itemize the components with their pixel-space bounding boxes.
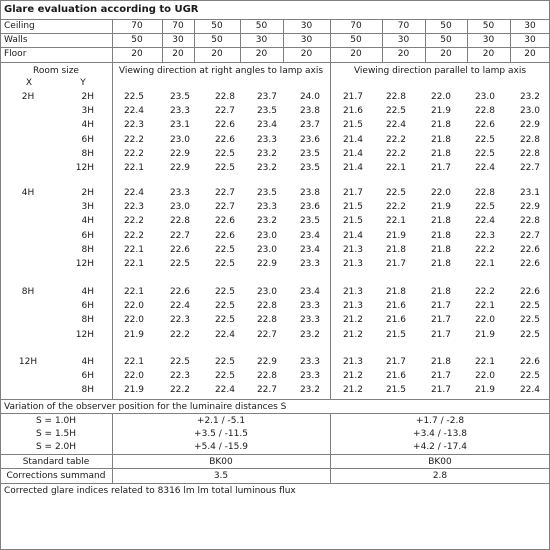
- ugr-value: 22.5: [214, 371, 235, 381]
- ugr-value: 22.8: [519, 135, 540, 145]
- ugr-value: 21.3: [342, 287, 363, 297]
- ugr-value: 23.7: [256, 92, 277, 102]
- room-y-value: 12H: [75, 330, 94, 340]
- ugr-value: 23.2: [299, 385, 320, 395]
- reflectance-value: 50: [440, 21, 452, 31]
- ugr-value: 23.3: [299, 371, 320, 381]
- room-y-value: 4H: [81, 357, 94, 367]
- ugr-value: 21.8: [430, 245, 451, 255]
- ugr-value: 22.6: [214, 135, 235, 145]
- reflectance-value: 50: [440, 35, 452, 45]
- room-y-value: 3H: [81, 106, 94, 116]
- ugr-value: 21.9: [123, 385, 144, 395]
- reflectance-value: 20: [524, 49, 536, 59]
- ugr-value: 22.4: [123, 188, 144, 198]
- reflectance-value: 70: [172, 21, 184, 31]
- ugr-value: 21.6: [385, 301, 406, 311]
- ugr-value: 22.4: [123, 106, 144, 116]
- ugr-value: 21.5: [385, 385, 406, 395]
- reflectance-value: 30: [482, 35, 495, 45]
- ugr-value: 22.1: [123, 259, 144, 269]
- ugr-value: 22.2: [123, 216, 144, 226]
- ugr-value: 22.6: [519, 357, 540, 367]
- ugr-value: 23.1: [169, 120, 190, 130]
- ugr-value: 22.7: [214, 202, 235, 212]
- ugr-value: 21.8: [430, 231, 451, 241]
- ugr-value: 21.9: [430, 202, 451, 212]
- ugr-value: 22.0: [123, 301, 144, 311]
- ugr-value: 22.5: [385, 188, 406, 198]
- ugr-value: 22.8: [256, 301, 277, 311]
- ugr-value: 21.8: [430, 149, 451, 159]
- horizontal-rule: [0, 454, 550, 455]
- ugr-value: 23.0: [169, 135, 190, 145]
- ugr-value: 21.7: [430, 330, 451, 340]
- reflectance-value: 30: [255, 35, 268, 45]
- ugr-value: 22.0: [123, 315, 144, 325]
- ugr-value: 22.0: [430, 188, 451, 198]
- ugr-value: 23.0: [256, 231, 277, 241]
- ugr-value: 22.2: [123, 231, 144, 241]
- room-y-value: 12H: [75, 259, 94, 269]
- ugr-value: 21.3: [342, 259, 363, 269]
- ugr-value: 23.6: [299, 135, 320, 145]
- ugr-value: 21.2: [342, 330, 363, 340]
- ugr-value: 21.8: [430, 216, 451, 226]
- reflectance-value: 50: [211, 35, 223, 45]
- ugr-value: 21.8: [430, 287, 451, 297]
- room-y-value: 12H: [75, 163, 94, 173]
- reflectance-value: 50: [482, 21, 495, 31]
- reflectance-value: 20: [172, 49, 184, 59]
- ugr-value: 22.3: [123, 120, 144, 130]
- reflectance-label: Floor: [4, 49, 27, 59]
- ugr-value: 23.5: [299, 216, 320, 226]
- ugr-value: 22.2: [385, 202, 406, 212]
- ugr-value: 21.8: [430, 259, 451, 269]
- ugr-value: 23.2: [256, 216, 277, 226]
- reflectance-value: 20: [131, 49, 143, 59]
- ugr-value: 23.3: [169, 106, 190, 116]
- ugr-value: 21.7: [430, 385, 451, 395]
- ugr-value: 23.1: [519, 188, 540, 198]
- ugr-value: 21.7: [385, 357, 406, 367]
- ugr-value: 23.8: [299, 106, 320, 116]
- ugr-value: 21.4: [342, 231, 363, 241]
- room-y-value: 3H: [81, 202, 94, 212]
- ugr-value: 22.5: [519, 371, 540, 381]
- ugr-value: 22.7: [256, 330, 277, 340]
- ugr-value: 22.5: [214, 357, 235, 367]
- table-title: Glare evaluation according to UGR: [4, 4, 199, 15]
- ugr-value: 22.4: [474, 216, 495, 226]
- room-y-value: 8H: [81, 315, 94, 325]
- ugr-value: 23.7: [299, 120, 320, 130]
- ugr-value: 22.1: [123, 357, 144, 367]
- ugr-value: 23.0: [519, 106, 540, 116]
- ugr-value: 21.2: [342, 315, 363, 325]
- ugr-value: 22.7: [256, 385, 277, 395]
- room-x-value: 2H: [21, 92, 35, 102]
- room-x-value: 8H: [21, 287, 35, 297]
- ugr-value: 22.5: [474, 149, 495, 159]
- ugr-value: 22.2: [474, 245, 495, 255]
- ugr-value: 22.7: [519, 163, 540, 173]
- reflectance-value: 50: [131, 35, 143, 45]
- ugr-value: 21.3: [342, 301, 363, 311]
- ugr-value: 21.2: [342, 385, 363, 395]
- ugr-value: 22.8: [519, 149, 540, 159]
- ugr-value: 22.7: [169, 231, 190, 241]
- ugr-value: 21.5: [342, 120, 363, 130]
- ugr-value: 22.9: [169, 149, 190, 159]
- ugr-value: 22.7: [214, 106, 235, 116]
- ugr-value: 23.0: [256, 245, 277, 255]
- ugr-value: 22.8: [256, 371, 277, 381]
- ugr-value: 21.6: [385, 315, 406, 325]
- ugr-value: 23.2: [519, 92, 540, 102]
- ugr-value: 22.4: [519, 385, 540, 395]
- variation-right-value: +3.5 / -11.5: [194, 429, 248, 439]
- reflectance-label: Ceiling: [4, 21, 35, 31]
- standard-table-label: Standard table: [22, 457, 90, 467]
- ugr-value: 22.8: [474, 188, 495, 198]
- ugr-value: 22.2: [385, 135, 406, 145]
- direction-parallel-header: Viewing direction parallel to lamp axis: [353, 66, 527, 76]
- reflectance-value: 50: [350, 35, 362, 45]
- variation-right-value: +2.1 / -5.1: [196, 416, 246, 426]
- ugr-value: 22.5: [214, 301, 235, 311]
- ugr-value: 21.6: [342, 106, 363, 116]
- ugr-value: 21.9: [123, 330, 144, 340]
- ugr-value: 22.9: [519, 202, 540, 212]
- ugr-value: 23.5: [299, 163, 320, 173]
- ugr-value: 22.1: [474, 301, 495, 311]
- ugr-value: 23.3: [299, 315, 320, 325]
- horizontal-rule: [0, 468, 550, 469]
- room-y-value: 8H: [81, 149, 94, 159]
- ugr-value: 22.4: [214, 330, 235, 340]
- ugr-value: 22.9: [256, 357, 277, 367]
- reflectance-value: 30: [397, 35, 410, 45]
- ugr-value: 21.7: [342, 188, 363, 198]
- ugr-value: 22.1: [385, 163, 406, 173]
- room-y-value: 6H: [81, 135, 94, 145]
- ugr-value: 22.2: [123, 149, 144, 159]
- ugr-value: 23.6: [299, 202, 320, 212]
- ugr-value: 22.3: [169, 315, 190, 325]
- ugr-value: 22.5: [519, 315, 540, 325]
- ugr-value: 22.3: [169, 371, 190, 381]
- variation-heading: Variation of the observer position for the luminaire distances S: [4, 402, 287, 412]
- ugr-value: 21.9: [385, 231, 406, 241]
- ugr-value: 23.3: [256, 202, 277, 212]
- ugr-value: 23.3: [169, 188, 190, 198]
- corrections-label: Corrections summand: [6, 471, 106, 481]
- horizontal-rule: [0, 399, 550, 400]
- ugr-value: 22.8: [214, 92, 235, 102]
- ugr-value: 22.6: [214, 216, 235, 226]
- ugr-value: 22.2: [385, 149, 406, 159]
- variation-parallel-value: +3.4 / -13.8: [413, 429, 467, 439]
- ugr-value: 23.0: [474, 92, 495, 102]
- horizontal-rule: [0, 483, 550, 484]
- ugr-value: 21.7: [430, 163, 451, 173]
- room-size-label: Room size: [33, 66, 79, 76]
- ugr-value: 23.8: [299, 188, 320, 198]
- ugr-value: 21.8: [430, 135, 451, 145]
- room-y-value: 2H: [81, 92, 94, 102]
- ugr-value: 22.1: [123, 163, 144, 173]
- room-y-value: 6H: [81, 371, 94, 381]
- ugr-value: 22.6: [474, 120, 495, 130]
- ugr-value: 21.4: [342, 163, 363, 173]
- ugr-value: 22.5: [519, 301, 540, 311]
- ugr-value: 22.6: [519, 259, 540, 269]
- ugr-value: 22.0: [430, 92, 451, 102]
- ugr-value: 23.5: [256, 106, 277, 116]
- ugr-value: 23.3: [299, 357, 320, 367]
- ugr-value: 21.7: [342, 92, 363, 102]
- ugr-value: 22.4: [169, 301, 190, 311]
- ugr-value: 23.5: [169, 92, 190, 102]
- standard-table-right-value: BK00: [209, 457, 233, 467]
- reflectance-value: 30: [524, 35, 536, 45]
- ugr-value: 22.1: [123, 245, 144, 255]
- reflectance-value: 20: [397, 49, 410, 59]
- ugr-value: 22.5: [474, 202, 495, 212]
- room-y-value: 6H: [81, 231, 94, 241]
- ugr-value: 22.5: [474, 135, 495, 145]
- ugr-value: 21.8: [430, 357, 451, 367]
- ugr-value: 21.7: [385, 259, 406, 269]
- ugr-value: 23.2: [299, 330, 320, 340]
- reflectance-value: 20: [300, 49, 313, 59]
- ugr-value: 22.5: [385, 106, 406, 116]
- ugr-value: 23.4: [299, 287, 320, 297]
- horizontal-rule: [0, 62, 550, 63]
- room-y-value: 6H: [81, 301, 94, 311]
- ugr-value: 22.2: [474, 287, 495, 297]
- variation-s-label: S = 2.0H: [35, 442, 77, 452]
- room-y-value: 4H: [81, 216, 94, 226]
- ugr-value: 22.4: [474, 163, 495, 173]
- ugr-value: 22.3: [474, 231, 495, 241]
- room-x-label: X: [25, 78, 33, 88]
- ugr-value: 22.0: [474, 371, 495, 381]
- ugr-value: 21.5: [385, 330, 406, 340]
- room-y-label: Y: [80, 78, 86, 88]
- room-x-value: 4H: [21, 188, 35, 198]
- reflectance-value: 30: [300, 35, 313, 45]
- ugr-value: 22.2: [169, 330, 190, 340]
- ugr-value: 22.6: [214, 120, 235, 130]
- reflectance-label: Walls: [4, 35, 28, 45]
- ugr-value: 23.0: [169, 202, 190, 212]
- corrections-parallel-value: 2.8: [432, 471, 448, 481]
- ugr-value: 22.7: [519, 231, 540, 241]
- ugr-value: 22.5: [519, 330, 540, 340]
- ugr-value: 23.3: [299, 259, 320, 269]
- ugr-value: 22.8: [519, 216, 540, 226]
- reflectance-value: 50: [211, 21, 223, 31]
- reflectance-value: 20: [440, 49, 452, 59]
- reflectance-value: 20: [482, 49, 495, 59]
- ugr-value: 21.6: [385, 371, 406, 381]
- ugr-value: 22.1: [474, 259, 495, 269]
- reflectance-value: 70: [397, 21, 410, 31]
- ugr-value: 22.6: [519, 287, 540, 297]
- ugr-value: 22.9: [169, 163, 190, 173]
- ugr-value: 21.9: [474, 330, 495, 340]
- room-y-value: 4H: [81, 287, 94, 297]
- footer-note: Corrected glare indices related to 8316 lm lm total luminous flux: [4, 486, 296, 496]
- reflectance-value: 20: [350, 49, 362, 59]
- ugr-value: 23.4: [256, 120, 277, 130]
- ugr-value: 22.5: [169, 357, 190, 367]
- ugr-value: 22.9: [256, 259, 277, 269]
- ugr-value: 22.2: [169, 385, 190, 395]
- ugr-value: 22.6: [169, 245, 190, 255]
- ugr-value: 22.1: [385, 216, 406, 226]
- ugr-value: 23.0: [256, 287, 277, 297]
- ugr-value: 22.7: [214, 188, 235, 198]
- variation-right-value: +5.4 / -15.9: [194, 442, 248, 452]
- ugr-value: 23.4: [299, 231, 320, 241]
- ugr-value: 21.9: [430, 106, 451, 116]
- reflectance-value: 30: [172, 35, 184, 45]
- reflectance-value: 50: [255, 21, 268, 31]
- ugr-value: 22.9: [519, 120, 540, 130]
- variation-parallel-value: +4.2 / -17.4: [413, 442, 467, 452]
- ugr-value: 21.7: [430, 371, 451, 381]
- ugr-value: 22.8: [385, 92, 406, 102]
- ugr-value: 21.3: [342, 245, 363, 255]
- ugr-value: 21.8: [430, 120, 451, 130]
- ugr-value: 21.9: [474, 385, 495, 395]
- direction-right-angles-header: Viewing direction at right angles to lamp axis: [118, 66, 324, 76]
- ugr-value: 23.5: [256, 188, 277, 198]
- reflectance-value: 70: [131, 21, 143, 31]
- ugr-value: 23.2: [256, 149, 277, 159]
- room-y-value: 8H: [81, 385, 94, 395]
- reflectance-value: 20: [211, 49, 223, 59]
- reflectance-value: 20: [255, 49, 268, 59]
- ugr-value: 22.8: [169, 216, 190, 226]
- corrections-right-value: 3.5: [213, 471, 229, 481]
- reflectance-value: 70: [350, 21, 362, 31]
- ugr-value: 22.4: [214, 385, 235, 395]
- variation-s-label: S = 1.0H: [35, 416, 77, 426]
- ugr-value: 22.0: [474, 315, 495, 325]
- ugr-value: 22.4: [385, 120, 406, 130]
- room-y-value: 2H: [81, 188, 94, 198]
- ugr-value: 22.3: [123, 202, 144, 212]
- variation-s-label: S = 1.5H: [35, 429, 77, 439]
- ugr-value: 23.5: [299, 149, 320, 159]
- ugr-value: 21.5: [342, 202, 363, 212]
- ugr-value: 21.7: [430, 315, 451, 325]
- ugr-value: 23.4: [299, 245, 320, 255]
- ugr-value: 23.3: [299, 301, 320, 311]
- ugr-value: 23.3: [256, 135, 277, 145]
- ugr-value: 21.3: [342, 357, 363, 367]
- ugr-value: 22.6: [519, 245, 540, 255]
- ugr-value: 22.5: [214, 163, 235, 173]
- ugr-value: 22.5: [214, 287, 235, 297]
- ugr-value: 21.8: [385, 245, 406, 255]
- standard-table-parallel-value: BK00: [428, 457, 452, 467]
- ugr-value: 22.0: [123, 371, 144, 381]
- ugr-value: 23.2: [256, 163, 277, 173]
- ugr-value: 21.4: [342, 149, 363, 159]
- ugr-value: 21.2: [342, 371, 363, 381]
- room-x-value: 12H: [18, 357, 38, 367]
- ugr-value: 22.5: [169, 259, 190, 269]
- room-y-value: 8H: [81, 245, 94, 255]
- ugr-value: 24.0: [299, 92, 320, 102]
- ugr-value: 22.5: [214, 259, 235, 269]
- variation-parallel-value: +1.7 / -2.8: [415, 416, 465, 426]
- ugr-value: 22.6: [214, 231, 235, 241]
- ugr-value: 22.5: [214, 315, 235, 325]
- ugr-value: 22.8: [256, 315, 277, 325]
- ugr-value: 22.1: [474, 357, 495, 367]
- ugr-value: 21.8: [385, 287, 406, 297]
- reflectance-value: 30: [300, 21, 313, 31]
- ugr-value: 21.4: [342, 135, 363, 145]
- ugr-value: 22.8: [474, 106, 495, 116]
- ugr-value: 22.6: [169, 287, 190, 297]
- ugr-value: 22.5: [214, 149, 235, 159]
- ugr-value: 22.5: [123, 92, 144, 102]
- ugr-value: 22.2: [123, 135, 144, 145]
- horizontal-rule: [0, 413, 550, 414]
- ugr-value: 21.7: [430, 301, 451, 311]
- room-y-value: 4H: [81, 120, 94, 130]
- ugr-value: 21.5: [342, 216, 363, 226]
- reflectance-value: 30: [524, 21, 536, 31]
- ugr-value: 22.5: [214, 245, 235, 255]
- ugr-value: 22.1: [123, 287, 144, 297]
